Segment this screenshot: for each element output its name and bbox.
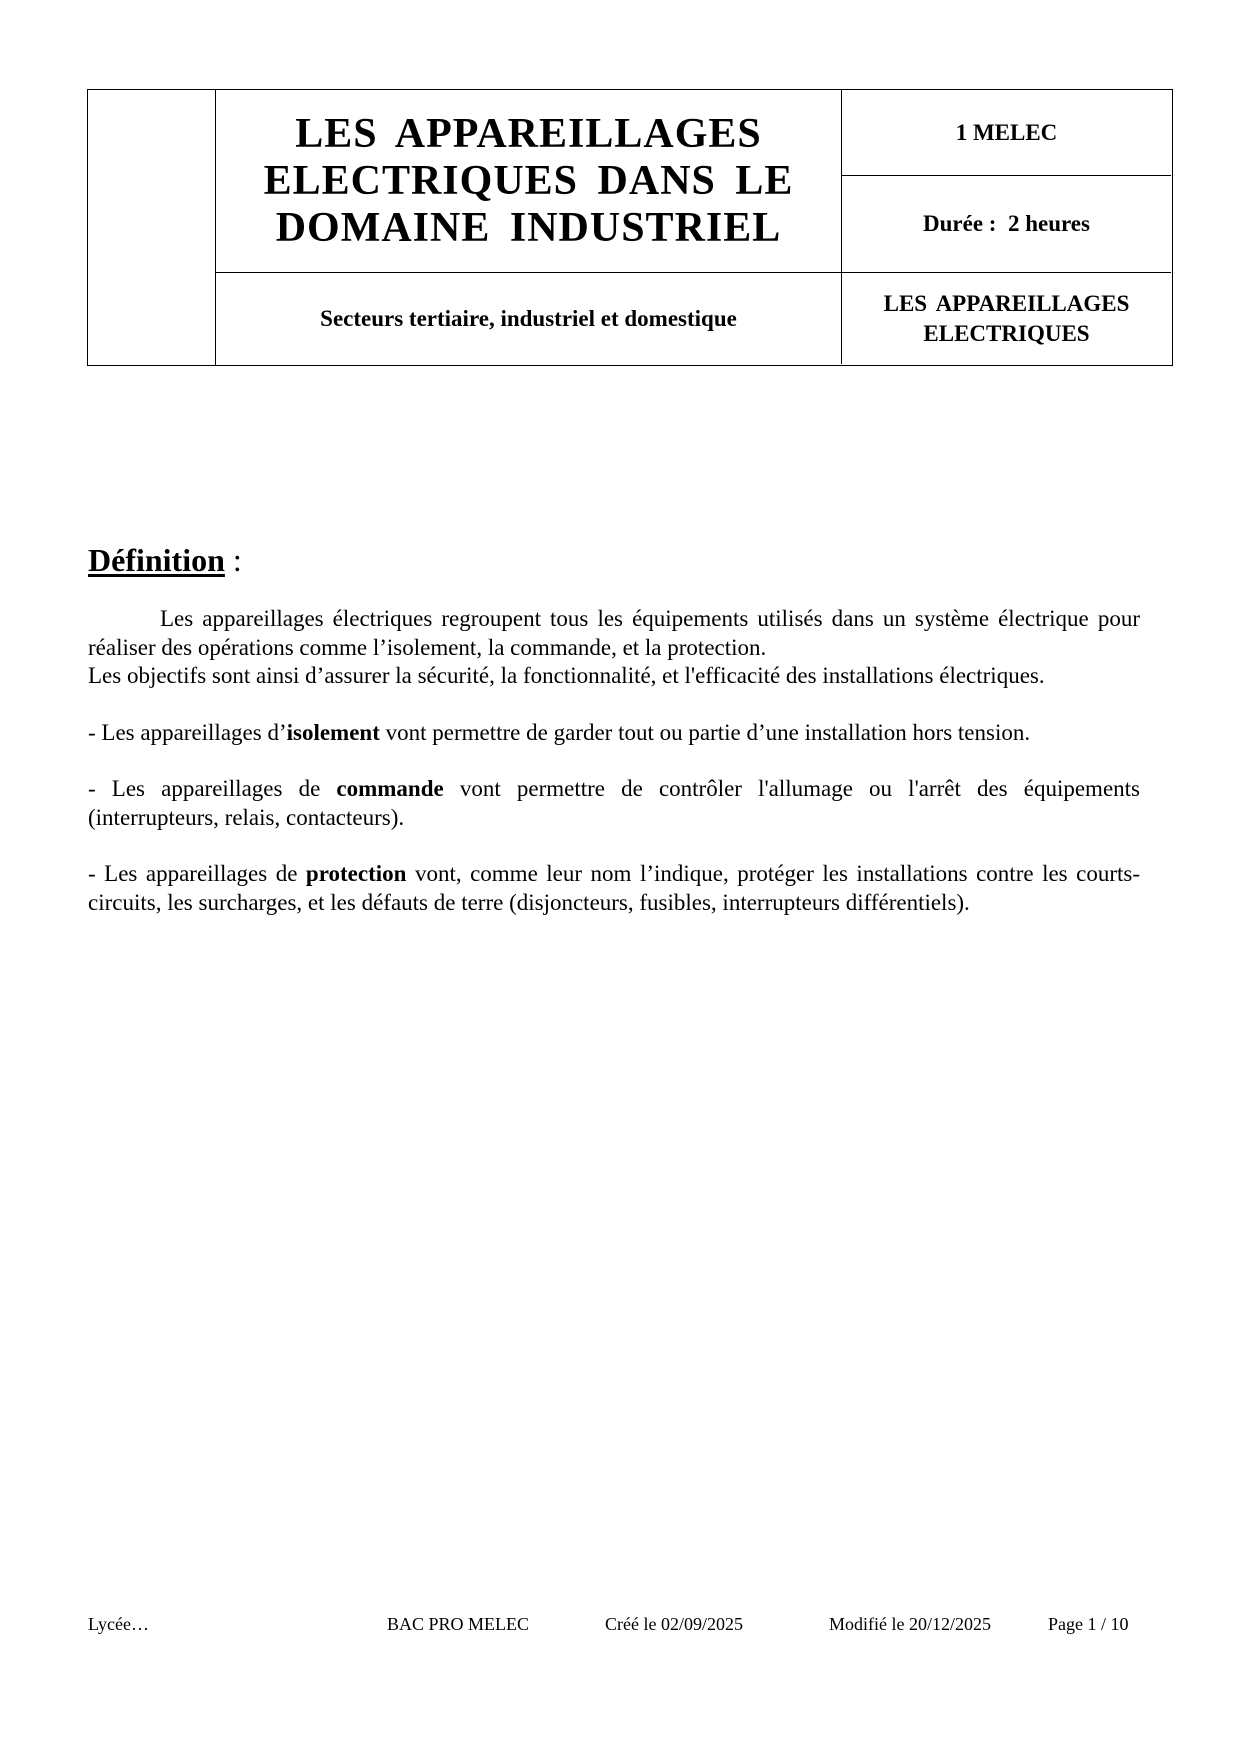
footer-created-date: Créé le 02/09/2025: [605, 1614, 743, 1634]
definition-intro: Les appareillages électriques regroupent tous les équipements utilisés dans un système électrique pour réaliser des opérations comme l’isolement, la commande, et la protection.: [88, 606, 1140, 660]
footer-modified-date: Modifié le 20/12/2025: [829, 1614, 991, 1634]
list-item-keyword: protection: [305, 861, 407, 886]
logo-cell: [88, 90, 216, 365]
definition-heading-word: Définition: [88, 542, 225, 578]
duration-value: 2 heures: [1007, 211, 1090, 236]
list-item-rest: vont permettre de contrôler l'allumage ou l'arrêt des équipements (interrupteurs, relais, contacteurs).: [88, 776, 1140, 830]
definition-heading-colon: :: [224, 542, 242, 578]
definition-objectives: Les objectifs sont ainsi d’assurer la sécurité, la fonctionnalité, et l'efficacité des installations électriques.: [88, 663, 1045, 688]
footer-diploma: BAC PRO MELEC: [387, 1614, 530, 1634]
list-item-commande: [88, 775, 1140, 832]
duration-label: Durée :: [923, 211, 997, 236]
list-item-rest: vont, comme leur nom l’indique, protéger les installations contre les courts-circuits, les surcharges, et les défauts de terre (disjoncteurs, fusibles, interrupteurs différentiels).: [88, 861, 1140, 915]
topic-cell: [842, 273, 1171, 364]
page-footer: [0, 1614, 1241, 1638]
class-level-cell: [842, 90, 1171, 176]
footer-page-number: Page 1 / 10: [1048, 1614, 1129, 1634]
list-item-prefix: - Les appareillages de: [88, 776, 337, 801]
class-level: 1 MELEC: [955, 119, 1058, 145]
sectors-text: Secteurs tertiaire, industriel et domestique: [320, 305, 737, 331]
list-item-prefix: - Les appareillages de: [88, 861, 306, 886]
list-item-isolement: [88, 719, 1140, 748]
definition-heading: [88, 540, 1140, 580]
document-body: [88, 540, 1140, 917]
document-title: [216, 90, 842, 273]
header-table: [87, 89, 1173, 366]
list-item-rest: vont permettre de garder tout ou partie d’une installation hors tension.: [379, 719, 1031, 745]
topic-text: LES APPAREILLAGES ELECTRIQUES: [883, 290, 1130, 346]
footer-school: Lycée…: [88, 1614, 149, 1634]
document-title-text: LES APPAREILLAGES ELECTRIQUES DANS LE DOMAINE INDUSTRIEL: [263, 110, 794, 251]
list-item-prefix: - Les appareillages d’: [88, 719, 287, 745]
list-item-protection: [88, 860, 1140, 917]
duration-cell: [842, 176, 1171, 273]
list-item-keyword: isolement: [286, 719, 380, 745]
sectors-cell: [216, 273, 842, 364]
list-item-keyword: commande: [336, 776, 444, 801]
